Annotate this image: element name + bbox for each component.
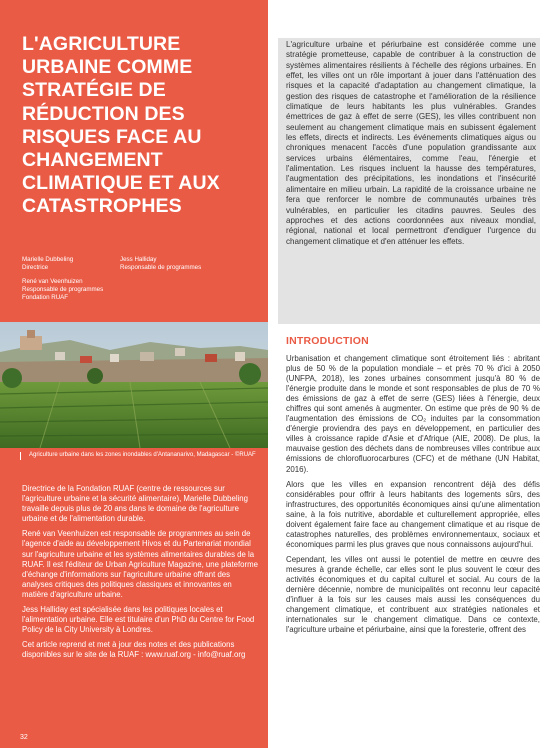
author-name: René van Veenhuizen bbox=[22, 278, 83, 285]
section-heading: INTRODUCTION bbox=[286, 335, 369, 347]
photo-caption: Agriculture urbaine dans les zones inondables d'Antananarivo, Madagascar - ©RUAF bbox=[20, 452, 269, 460]
author-dubbeling bbox=[22, 256, 73, 272]
author-name: Jess Halliday bbox=[120, 256, 157, 263]
page-title: L'AGRICULTURE URBAINE COMME STRATÉGIE DE RÉDUCTION DES RISQUES FACE AU CHANGEMENT CLIMATIQUE ET AUX CATASTROPHES bbox=[22, 33, 220, 218]
bio-paragraph: Directrice de la Fondation RUAF (centre de ressources sur l'agriculture urbaine et la sécurité alimentaire), Marielle Dubbeling travaille depuis plus de 20 ans dans le domaine de l'agriculture urbaine et de l'alimentation durable. bbox=[22, 484, 248, 524]
body-paragraph: Cependant, les villes ont aussi le potentiel de mettre en œuvre des mesures à grande échelle, car elles sont le plus souvent le cœur des activités économiques et du capital culturel et social. Au cours de la dernière décennie, nombre de municipalités ont reconnu leur capacité d'influer à la fois sur les causes mais aussi les conséquences du changement climatique, et contribuent aux stratégies nationales et internationales sur le changement climatique. Dans ce contexte, l'agriculture urbaine et périurbaine, ainsi que la foresterie, offrent des bbox=[286, 554, 540, 635]
left-column bbox=[0, 0, 268, 748]
bio-paragraph: Cet article reprend et met à jour des notes et des publications disponibles sur le site de la RUAF : www.ruaf.org - info@ruaf.org bbox=[22, 640, 246, 660]
bio-paragraph: René van Veenhuizen est responsable de programmes au sein de l'agence d'aide au développement Hivos et du Partenariat mondial sur l'agriculture urbaine et les systèmes alimentaires durables de la RUAF. Il est l'éditeur de Urban Agriculture Magazine, une plateforme d'échange d'informations sur l'agriculture urbaine offrant des analyses critiques des politiques classiques et innovantes en matière d'agriculture urbaine. bbox=[22, 529, 258, 599]
bio-paragraph: Jess Halliday est spécialisée dans les politiques locales et l'alimentation urbaine. Elle est titulaire d'un PhD du Centre for Food Policy de la City University à Londres. bbox=[22, 605, 255, 635]
author-organization: Fondation RUAF bbox=[22, 294, 69, 301]
body-text bbox=[286, 354, 540, 640]
body-paragraph: Alors que les villes en expansion rencontrent déjà des défis considérables pour offrir à leurs habitants des logements sûrs, des infrastructures, des opportunités économiques ainsi qu'une alimentation saine, à la fois nutritive, abordable et culturellement appropriée, elles doivent également faire face au changement climatique et au risque de catastrophes naturelles, des problèmes environnementaux, sociaux et économiques parmi les plus graves que nous connaissons aujourd'hui. bbox=[286, 479, 540, 549]
body-paragraph: Urbanisation et changement climatique sont étroitement liés : abritant plus de 50 % de la population mondiale – et près 70 % d'ici à 2050 (UNFPA, 2018), les zones urbaines consomment jusqu'à 80 % de l'énergie produite dans le monde et sont responsables de plus de 70 % des émissions de gaz à effet de serre (GES) liées à l'énergie, deux chiffres qui sont amenés à augmenter. On estime que près de 90 % de l'augmentation des émissions de CO₂ induites par la consommation d'énergie proviendra des pays en développement, en particulier des villes à croissance rapide d'Asie et d'Afrique (AIE, 2008). De plus, la mauvaise gestion des déchets dans de nombreuses villes contribue aux émissions de chlorofluorocarbures (CFC) et de méthane (UN Habitat, 2016). bbox=[286, 354, 540, 474]
intro-text: L'agriculture urbaine et périurbaine est considérée comme une stratégie prometteuse, capable de contribuer à la construction de systèmes alimentaires résilients à l'échelle des régions urbaines. En effet, les villes ont un rôle important à jouer dans l'atténuation des risques et la capacité d'adaptation au changement climatique, la gestion des risques de catastrophe et l'amélioration de la résilience climatique de leurs habitants les plus vulnérables. Grandes émettrices de gaz à effet de serre (GES), les villes contribuent non seulement au changement climatique mais en subissent également les effets, directs et indirects. Les événements climatiques aigus ou chroniques menacent l'accès d'une population grandissante aux services urbains élémentaires, comme l'eau, l'énergie et l'alimentation. Les risques incluent la hausse des températures, l'augmentation des précipitations, les inondations et l'insécurité alimentaire en milieu urbain. La rapidité de la croissance urbaine ne fera que renforcer le nombre de communautés urbaines très vulnérables, en particulier les citadins pauvres. Seules des approches et des actions coordonnées aux niveaux mondial, régional, national et local permettront d'endiguer l'urgence du changement climatique et d'en atténuer les effets. bbox=[286, 40, 536, 246]
page-number: 32 bbox=[20, 734, 28, 741]
author-halliday bbox=[120, 256, 201, 272]
author-bio bbox=[22, 484, 258, 666]
author-role: Responsable de programmes bbox=[22, 286, 104, 293]
author-name: Marielle Dubbeling bbox=[22, 256, 74, 263]
photo-urban-agriculture bbox=[0, 322, 268, 448]
author-van-veenhuizen bbox=[22, 278, 103, 302]
author-role: Responsable de programmes bbox=[120, 264, 202, 271]
author-role: Directrice bbox=[22, 264, 49, 271]
